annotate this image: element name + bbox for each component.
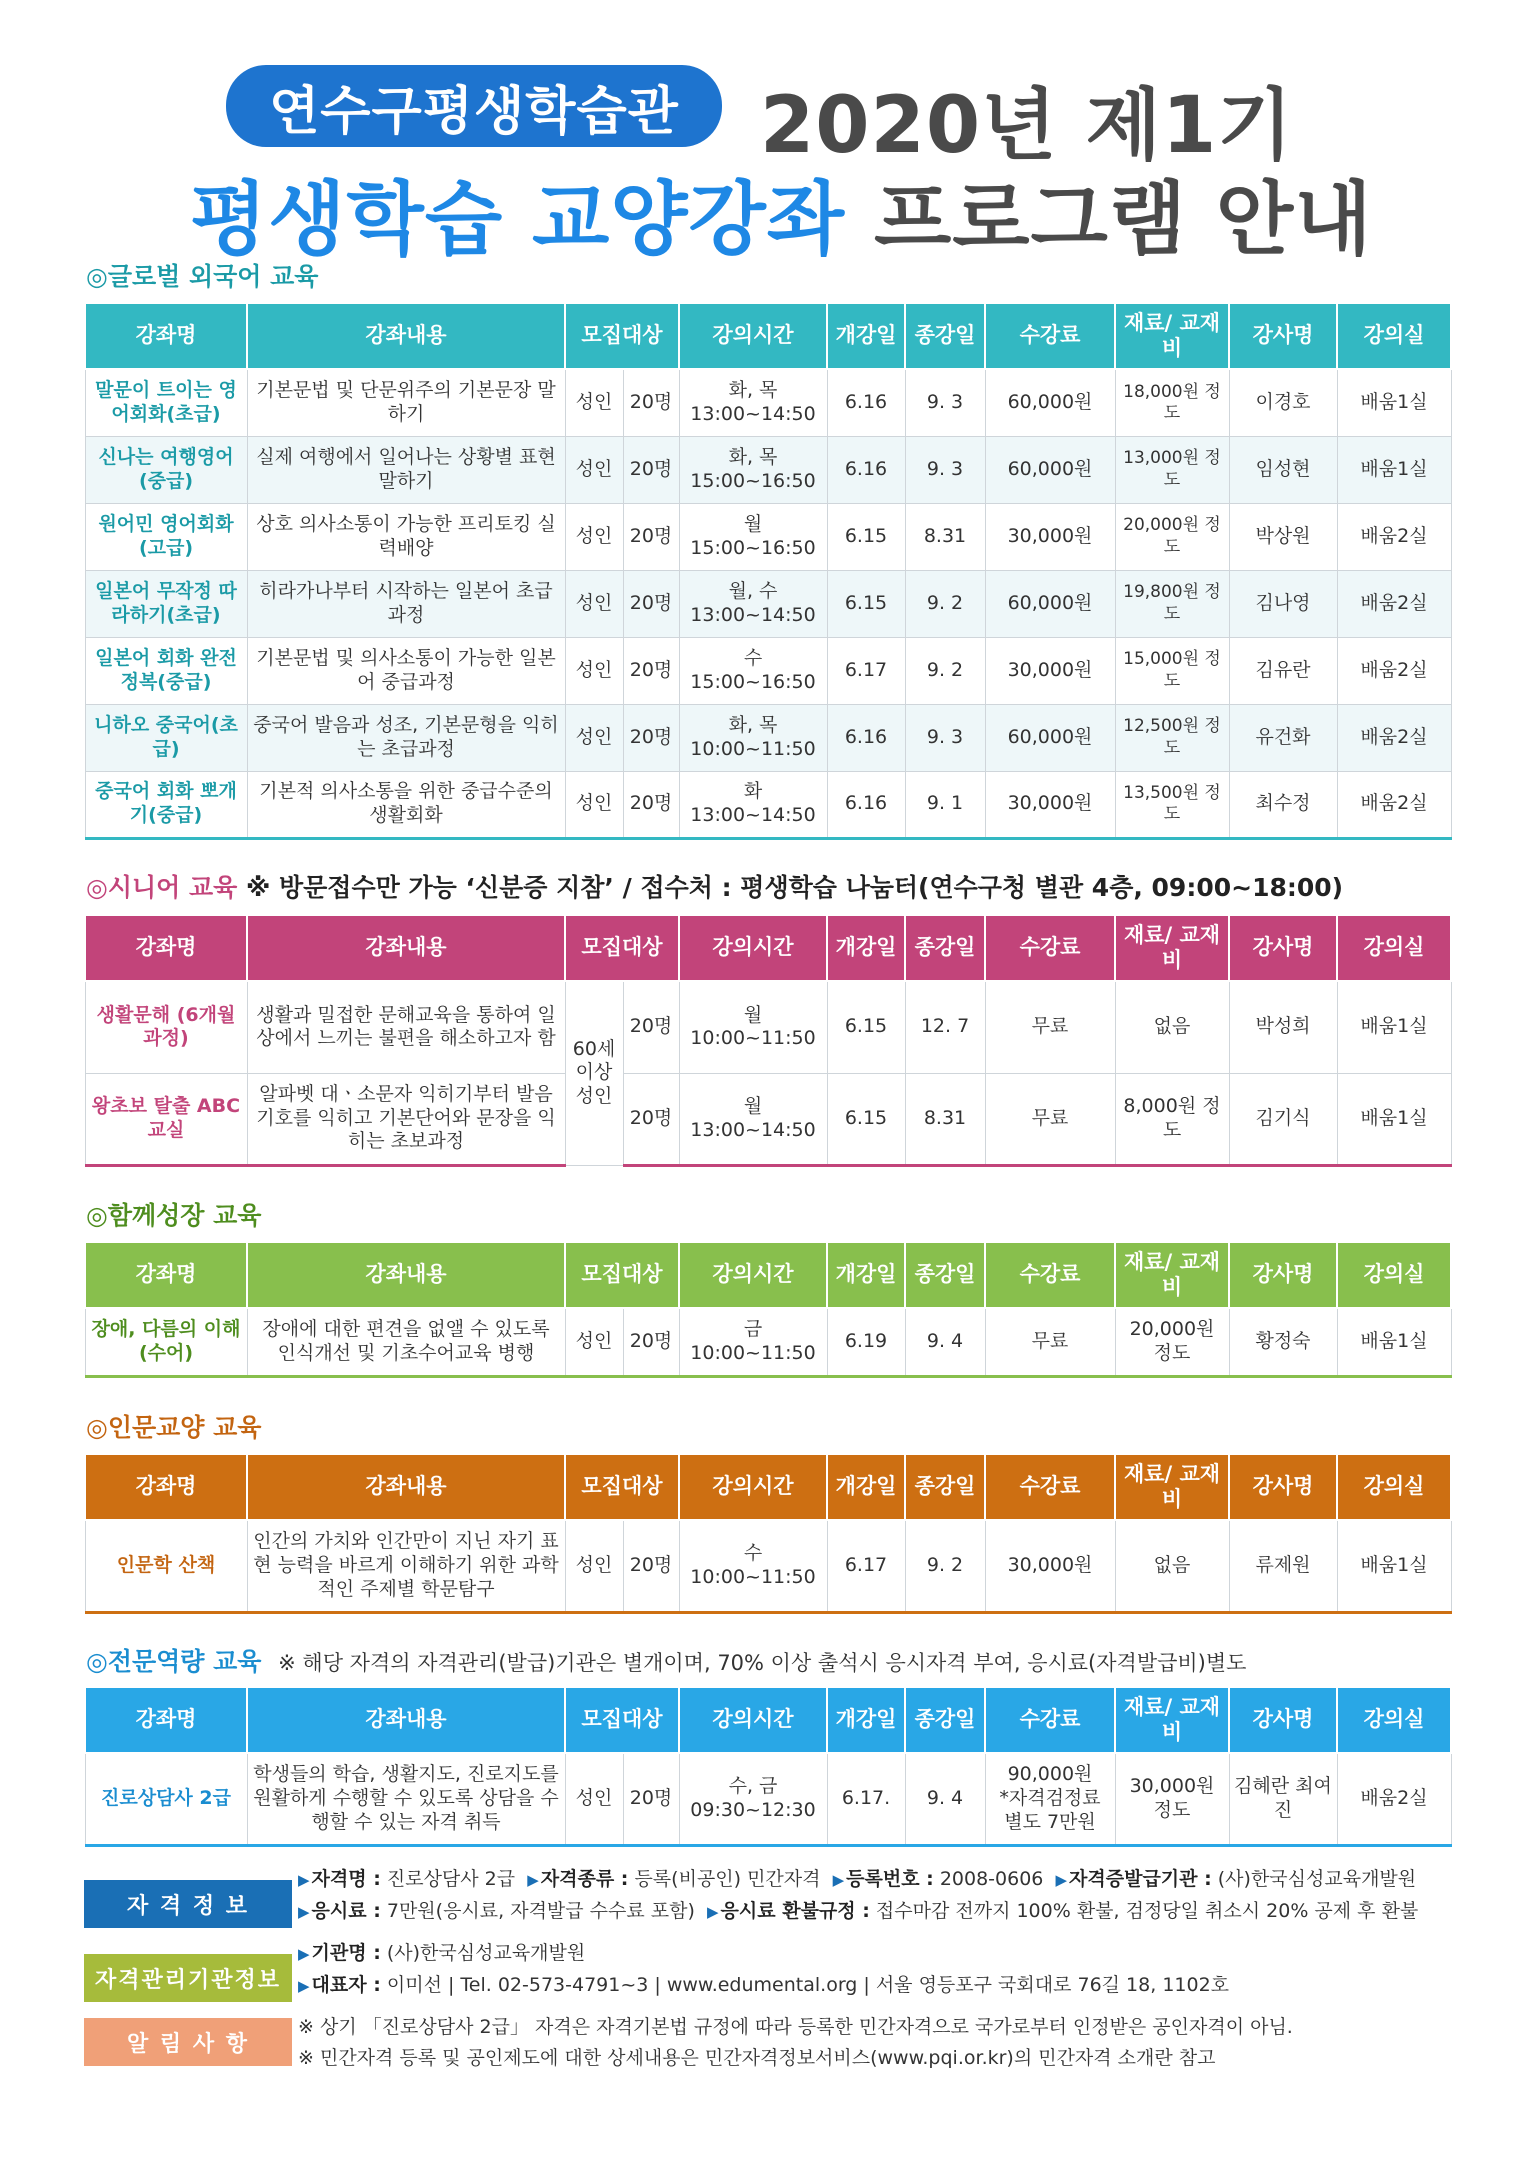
column-header: 종강일	[905, 303, 985, 369]
table-row	[85, 771, 1451, 838]
course-fee-note: *자격검정료	[999, 1786, 1101, 1809]
course-target: 성인	[565, 369, 623, 436]
course-material: 30,000원 정도	[1115, 1753, 1229, 1845]
course-room: 배움2실	[1337, 570, 1451, 637]
course-count: 20명	[623, 981, 679, 1073]
org-info-line-2	[298, 1970, 1229, 2002]
column-header: 강좌명	[85, 1454, 247, 1520]
table-row	[85, 637, 1451, 704]
course-hours: 13:00~14:50	[690, 402, 816, 425]
course-hours: 15:00~16:50	[690, 670, 816, 693]
course-material: 12,500원 정도	[1115, 704, 1229, 771]
course-day: 수, 금	[728, 1775, 778, 1797]
course-desc: 기본문법 및 의사소통이 가능한 일본어 중급과정	[247, 637, 565, 704]
triangle-right-icon: ▶	[527, 1871, 539, 1889]
column-header: 강의실	[1337, 1454, 1451, 1520]
org-info-label: 자격관리기관정보	[84, 1954, 292, 2002]
column-header: 강의실	[1337, 1687, 1451, 1753]
course-day: 화, 목	[728, 713, 778, 736]
course-fee: 무료	[985, 1308, 1115, 1376]
course-fee	[985, 1753, 1115, 1845]
table-row	[85, 436, 1451, 503]
course-hours: 10:00~11:50	[690, 1027, 816, 1050]
course-count: 20명	[623, 1308, 679, 1376]
course-room: 배움1실	[1337, 1308, 1451, 1376]
course-teacher: 김혜란 최여진	[1229, 1753, 1337, 1845]
column-header: 모집대상	[565, 1454, 679, 1520]
course-start: 6.17	[827, 1520, 905, 1612]
org-key: 기관명 :	[311, 1942, 381, 1964]
course-day: 월	[743, 512, 763, 535]
course-hours: 15:00~16:50	[690, 469, 816, 492]
course-material: 20,000원 정도	[1115, 503, 1229, 570]
org-value: (사)한국심성교육개발원	[380, 1942, 586, 1964]
course-target: 60세 이상 성인	[565, 981, 623, 1165]
course-day: 화, 목	[728, 445, 778, 468]
course-hours: 09:30~12:30	[690, 1798, 816, 1821]
course-name: 일본어 무작정 따라하기(초급)	[85, 570, 247, 637]
column-header: 모집대상	[565, 303, 679, 369]
course-fee: 60,000원	[985, 369, 1115, 436]
column-header: 개강일	[827, 915, 905, 981]
table-global	[84, 302, 1452, 840]
course-count: 20명	[623, 570, 679, 637]
course-desc: 알파벳 대ㆍ소문자 익히기부터 발음기호를 익히고 기본단어와 문장을 익히는 초보과정	[247, 1073, 565, 1165]
course-name: 일본어 회화 완전정복(중급)	[85, 637, 247, 704]
qual-info-label: 자 격 정 보	[84, 1880, 292, 1928]
course-time	[679, 369, 827, 436]
table-header	[85, 1242, 1451, 1308]
section-title-together: ◎함께성장 교육	[86, 1201, 262, 1230]
course-day: 화, 목	[728, 379, 778, 401]
section-note-senior: ※ 방문접수만 가능 ‘신분증 지참’ / 접수처 : 평생학습 나눔터(연수구청 별관 4층, 09:00~18:00)	[246, 873, 1344, 902]
triangle-right-icon: ▶	[298, 1977, 310, 1995]
course-end: 9. 1	[905, 771, 985, 838]
course-target: 성인	[565, 637, 623, 704]
course-target: 성인	[565, 503, 623, 570]
course-name: 장애, 다름의 이해(수어)	[85, 1308, 247, 1376]
table-row	[85, 1308, 1451, 1376]
course-name: 진로상담사 2급	[85, 1753, 247, 1845]
notice-label: 알 림 사 항	[84, 2018, 292, 2066]
course-count: 20명	[623, 503, 679, 570]
table-senior	[84, 914, 1452, 1167]
page-title	[190, 155, 1372, 270]
column-header: 강좌명	[85, 303, 247, 369]
term-title: 2020년 제1기	[760, 81, 1294, 171]
course-hours: 10:00~11:50	[690, 737, 816, 760]
course-hours: 13:00~14:50	[690, 804, 816, 826]
qual-value: 2008-0606	[933, 1868, 1044, 1890]
table-row	[85, 704, 1451, 771]
course-start: 6.15	[827, 570, 905, 637]
section-title-humanities: ◎인문교양 교육	[86, 1413, 262, 1442]
section-title-expert-label: ◎전문역량 교육	[86, 1647, 262, 1676]
course-desc: 기본문법 및 단문위주의 기본문장 말하기	[247, 369, 565, 436]
course-fee: 60,000원	[985, 570, 1115, 637]
course-material: 19,800원 정도	[1115, 570, 1229, 637]
column-header: 수강료	[985, 1454, 1115, 1520]
column-header: 개강일	[827, 1687, 905, 1753]
qual-value: 7만원(응시료, 자격발급 수수료 포함)	[380, 1900, 695, 1922]
course-name: 원어민 영어회화(고급)	[85, 503, 247, 570]
course-material: 8,000원 정도	[1115, 1073, 1229, 1165]
course-time	[679, 771, 827, 838]
column-header: 종강일	[905, 1687, 985, 1753]
table-header	[85, 1454, 1451, 1520]
course-end: 9. 2	[905, 570, 985, 637]
table-row	[85, 1753, 1451, 1845]
course-time	[679, 436, 827, 503]
section-title-global: ◎글로벌 외국어 교육	[86, 262, 319, 291]
humanities-rows	[85, 1520, 1451, 1612]
course-fee: 무료	[985, 981, 1115, 1073]
table-expert	[84, 1686, 1452, 1847]
course-material: 20,000원 정도	[1115, 1308, 1229, 1376]
course-fee: 30,000원	[985, 503, 1115, 570]
column-header: 재료/ 교재비	[1115, 915, 1229, 981]
column-header: 강좌내용	[247, 303, 565, 369]
table-row	[85, 503, 1451, 570]
course-day: 화	[743, 780, 763, 803]
table-header	[85, 303, 1451, 369]
course-target: 성인	[565, 1753, 623, 1845]
course-teacher: 김유란	[1229, 637, 1337, 704]
course-desc: 생활과 밀접한 문해교육을 통하여 일상에서 느끼는 불편을 해소하고자 함	[247, 981, 565, 1073]
qual-key: 등록번호 :	[846, 1868, 934, 1890]
course-name: 왕초보 탈출 ABC교실	[85, 1073, 247, 1165]
course-start: 6.16	[827, 436, 905, 503]
course-target: 성인	[565, 1520, 623, 1612]
page-title-blue: 평생학습 교양강좌	[190, 173, 846, 266]
course-fee: 30,000원	[985, 637, 1115, 704]
course-count: 20명	[623, 1520, 679, 1612]
column-header: 수강료	[985, 1687, 1115, 1753]
notice-line-1: ※ 상기 「진로상담사 2급」 자격은 자격기본법 규정에 따라 등록한 민간자격으로 국가로부터 인정받은 공인자격이 아님.	[298, 2016, 1293, 2038]
course-end: 9. 3	[905, 369, 985, 436]
column-header: 강사명	[1229, 303, 1337, 369]
course-day: 금	[743, 1318, 763, 1340]
global-rows	[85, 369, 1451, 838]
course-room: 배움1실	[1337, 1073, 1451, 1165]
course-end: 9. 3	[905, 436, 985, 503]
course-hours: 15:00~16:50	[690, 536, 816, 559]
course-day: 월, 수	[728, 579, 778, 602]
course-name: 생활문해 (6개월 과정)	[85, 981, 247, 1073]
column-header: 수강료	[985, 915, 1115, 981]
triangle-right-icon: ▶	[298, 1945, 310, 1963]
course-fee: 무료	[985, 1073, 1115, 1165]
course-material: 18,000원 정도	[1115, 369, 1229, 436]
course-day: 월	[743, 1003, 763, 1026]
column-header: 수강료	[985, 303, 1115, 369]
column-header: 수강료	[985, 1242, 1115, 1308]
qual-key: 응시료 :	[311, 1900, 381, 1922]
column-header: 강의실	[1337, 1242, 1451, 1308]
course-target: 성인	[565, 570, 623, 637]
course-material: 15,000원 정도	[1115, 637, 1229, 704]
table-header	[85, 915, 1451, 981]
course-target: 성인	[565, 436, 623, 503]
course-fee: 60,000원	[985, 436, 1115, 503]
qual-value: 접수마감 전까지 100% 환불, 검정당일 취소시 20% 공제 후 환불	[869, 1900, 1419, 1922]
course-day: 월	[743, 1094, 763, 1117]
course-time	[679, 1753, 827, 1845]
course-room: 배움2실	[1337, 704, 1451, 771]
triangle-right-icon: ▶	[298, 1903, 310, 1921]
course-teacher: 황정숙	[1229, 1308, 1337, 1376]
column-header: 강사명	[1229, 915, 1337, 981]
course-start: 6.16	[827, 771, 905, 838]
section-title-senior-label: ◎시니어 교육	[86, 873, 238, 902]
course-desc: 인간의 가치와 인간만이 지닌 자기 표현 능력을 바르게 이해하기 위한 과학적인 주제별 학문탐구	[247, 1520, 565, 1612]
course-teacher: 박상원	[1229, 503, 1337, 570]
section-title-senior	[86, 868, 1343, 904]
qual-value: 진로상담사 2급	[380, 1868, 516, 1890]
section-title-expert	[86, 1642, 1246, 1678]
course-material: 13,500원 정도	[1115, 771, 1229, 838]
course-count: 20명	[623, 704, 679, 771]
course-name: 신나는 여행영어(중급)	[85, 436, 247, 503]
course-day: 수	[743, 646, 763, 669]
course-room: 배움2실	[1337, 637, 1451, 704]
qual-info-line-2	[298, 1896, 1418, 1928]
page-title-dark: 프로그램 안내	[873, 173, 1373, 266]
course-time	[679, 570, 827, 637]
course-start: 6.15	[827, 503, 905, 570]
course-room: 배움2실	[1337, 503, 1451, 570]
triangle-right-icon: ▶	[707, 1903, 719, 1921]
course-desc: 상호 의사소통이 가능한 프리토킹 실력배양	[247, 503, 565, 570]
course-teacher: 임성현	[1229, 436, 1337, 503]
course-start: 6.17.	[827, 1753, 905, 1845]
course-count: 20명	[623, 369, 679, 436]
column-header: 강사명	[1229, 1454, 1337, 1520]
course-start: 6.15	[827, 1073, 905, 1165]
course-teacher: 유건화	[1229, 704, 1337, 771]
column-header: 강의시간	[679, 1242, 827, 1308]
table-header	[85, 1687, 1451, 1753]
course-teacher: 김나영	[1229, 570, 1337, 637]
course-room: 배움2실	[1337, 771, 1451, 838]
column-header: 모집대상	[565, 915, 679, 981]
course-fee-amount: 90,000원	[1007, 1763, 1093, 1786]
course-fee: 30,000원	[985, 771, 1115, 838]
column-header: 종강일	[905, 1454, 985, 1520]
course-material: 13,000원 정도	[1115, 436, 1229, 503]
course-desc: 장애에 대한 편견을 없앨 수 있도록 인식개선 및 기초수어교육 병행	[247, 1308, 565, 1376]
column-header: 종강일	[905, 915, 985, 981]
column-header: 강의실	[1337, 915, 1451, 981]
course-teacher: 최수정	[1229, 771, 1337, 838]
qual-key: 자격명 :	[311, 1868, 381, 1890]
course-day: 수	[743, 1542, 763, 1564]
table-row	[85, 369, 1451, 436]
course-material: 없음	[1115, 981, 1229, 1073]
course-desc: 기본적 의사소통을 위한 중급수준의 생활회화	[247, 771, 565, 838]
column-header: 재료/ 교재비	[1115, 1687, 1229, 1753]
org-name-pill: 연수구평생학습관	[226, 65, 722, 147]
course-name: 말문이 트이는 영어회화(초급)	[85, 369, 247, 436]
qual-key: 응시료 환불규정 :	[720, 1900, 870, 1922]
course-teacher: 이경호	[1229, 369, 1337, 436]
course-hours: 10:00~11:50	[690, 1565, 816, 1588]
course-time	[679, 1308, 827, 1376]
course-desc: 중국어 발음과 성조, 기본문형을 익히는 초급과정	[247, 704, 565, 771]
column-header: 강좌명	[85, 1242, 247, 1308]
course-room: 배움1실	[1337, 436, 1451, 503]
course-count: 20명	[623, 436, 679, 503]
qual-key: 자격종류 :	[540, 1868, 629, 1890]
table-row	[85, 981, 1451, 1073]
course-room: 배움1실	[1337, 981, 1451, 1073]
course-count: 20명	[623, 1073, 679, 1165]
page-header	[0, 55, 1528, 266]
section-note-expert: ※ 해당 자격의 자격관리(발급)기관은 별개이며, 70% 이상 출석시 응시자격 부여, 응시료(자격발급비)별도	[278, 1651, 1247, 1675]
course-name: 중국어 회화 뽀개기(중급)	[85, 771, 247, 838]
column-header: 모집대상	[565, 1242, 679, 1308]
column-header: 개강일	[827, 303, 905, 369]
course-end: 9. 2	[905, 637, 985, 704]
course-room: 배움2실	[1337, 1753, 1451, 1845]
course-desc: 히라가나부터 시작하는 일본어 초급과정	[247, 570, 565, 637]
column-header: 강의시간	[679, 1454, 827, 1520]
course-start: 6.19	[827, 1308, 905, 1376]
course-fee: 30,000원	[985, 1520, 1115, 1612]
course-end: 9. 4	[905, 1308, 985, 1376]
triangle-right-icon: ▶	[832, 1871, 845, 1889]
course-teacher: 류제원	[1229, 1520, 1337, 1612]
qual-key: 자격증발급기관 :	[1069, 1868, 1212, 1890]
course-time	[679, 1073, 827, 1165]
org-value: 이미선 | Tel. 02-573-4791~3 | www.edumental.org | 서울 영등포구 국회대로 76길 18, 1102호	[380, 1974, 1230, 1996]
org-key: 대표자 :	[311, 1974, 381, 1996]
course-start: 6.17	[827, 637, 905, 704]
course-desc: 실제 여행에서 일어나는 상황별 표현 말하기	[247, 436, 565, 503]
expert-rows	[85, 1753, 1451, 1845]
table-together	[84, 1241, 1452, 1378]
course-end: 9. 3	[905, 704, 985, 771]
column-header: 강사명	[1229, 1687, 1337, 1753]
course-end: 12. 7	[905, 981, 985, 1073]
column-header: 강좌내용	[247, 1454, 565, 1520]
column-header: 강좌명	[85, 915, 247, 981]
course-count: 20명	[623, 1753, 679, 1845]
course-time	[679, 637, 827, 704]
course-name: 인문학 산책	[85, 1520, 247, 1612]
column-header: 강좌내용	[247, 1687, 565, 1753]
course-target: 성인	[565, 1308, 623, 1376]
table-row	[85, 1520, 1451, 1612]
course-count: 20명	[623, 771, 679, 838]
course-room: 배움1실	[1337, 1520, 1451, 1612]
column-header: 강의실	[1337, 303, 1451, 369]
course-end: 8.31	[905, 1073, 985, 1165]
triangle-right-icon: ▶	[1055, 1871, 1068, 1889]
column-header: 재료/ 교재비	[1115, 1242, 1229, 1308]
column-header: 모집대상	[565, 1687, 679, 1753]
course-hours: 13:00~14:50	[690, 1118, 816, 1141]
course-time	[679, 1520, 827, 1612]
course-fee-note2: 별도 7만원	[1004, 1810, 1096, 1833]
course-end: 8.31	[905, 503, 985, 570]
table-row	[85, 570, 1451, 637]
course-room: 배움1실	[1337, 369, 1451, 436]
column-header: 재료/ 교재비	[1115, 303, 1229, 369]
course-hours: 13:00~14:50	[690, 603, 816, 626]
course-time	[679, 704, 827, 771]
column-header: 재료/ 교재비	[1115, 1454, 1229, 1520]
course-hours: 10:00~11:50	[690, 1341, 816, 1364]
course-end: 9. 4	[905, 1753, 985, 1845]
column-header: 강사명	[1229, 1242, 1337, 1308]
course-teacher: 김기식	[1229, 1073, 1337, 1165]
course-fee: 60,000원	[985, 704, 1115, 771]
qual-info-text	[298, 1864, 1418, 1928]
column-header: 강좌내용	[247, 915, 565, 981]
column-header: 종강일	[905, 1242, 985, 1308]
course-start: 6.16	[827, 704, 905, 771]
column-header: 강의시간	[679, 1687, 827, 1753]
column-header: 개강일	[827, 1242, 905, 1308]
course-target: 성인	[565, 771, 623, 838]
course-count: 20명	[623, 637, 679, 704]
org-info-text	[298, 1938, 1229, 2002]
notice-line-2: ※ 민간자격 등록 및 공인제도에 대한 상세내용은 민간자격정보서비스(www.pqi.or.kr)의 민간자격 소개란 참고	[298, 2047, 1216, 2069]
course-teacher: 박성희	[1229, 981, 1337, 1073]
notice-text	[298, 2012, 1293, 2074]
course-desc: 학생들의 학습, 생활지도, 진로지도를 원활하게 수행할 수 있도록 상담을 수행할 수 있는 자격 취득	[247, 1753, 565, 1845]
column-header: 강의시간	[679, 915, 827, 981]
course-name: 니하오 중국어(초급)	[85, 704, 247, 771]
course-time	[679, 981, 827, 1073]
column-header: 강좌명	[85, 1687, 247, 1753]
column-header: 강의시간	[679, 303, 827, 369]
table-row	[85, 1073, 1451, 1165]
course-target: 성인	[565, 704, 623, 771]
course-time	[679, 503, 827, 570]
column-header: 개강일	[827, 1454, 905, 1520]
qual-info-line-1	[298, 1864, 1418, 1896]
triangle-right-icon: ▶	[298, 1871, 310, 1889]
qual-value: 등록(비공인) 민간자격	[628, 1868, 821, 1890]
column-header: 강좌내용	[247, 1242, 565, 1308]
course-start: 6.15	[827, 981, 905, 1073]
qual-value: (사)한국심성교육개발원	[1211, 1868, 1417, 1890]
course-end: 9. 2	[905, 1520, 985, 1612]
course-start: 6.16	[827, 369, 905, 436]
course-material: 없음	[1115, 1520, 1229, 1612]
org-info-line-1	[298, 1938, 1229, 1970]
senior-rows	[85, 981, 1451, 1165]
together-rows	[85, 1308, 1451, 1376]
table-humanities	[84, 1453, 1452, 1614]
